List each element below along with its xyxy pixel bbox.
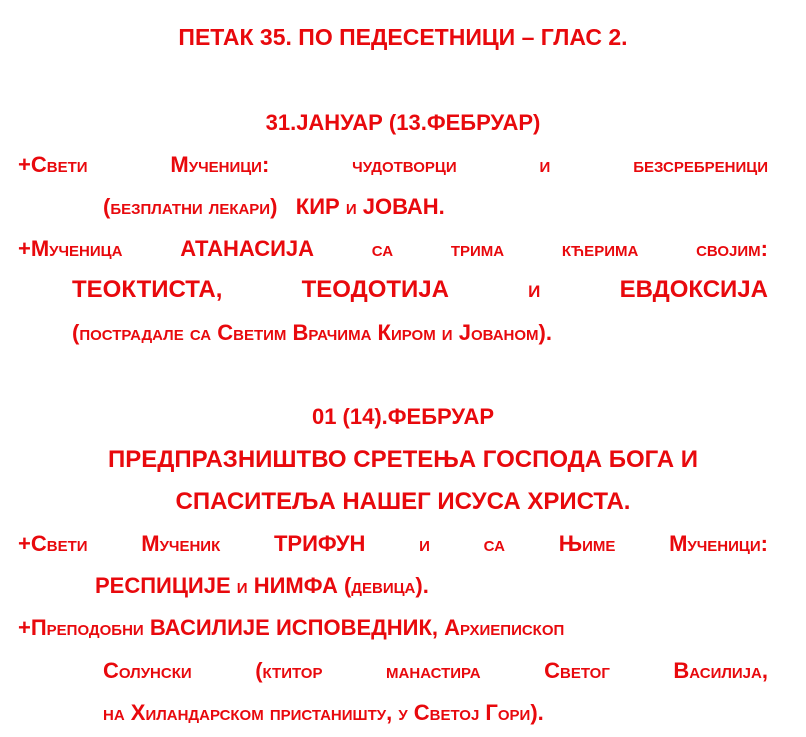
word: Мученица <box>30 236 123 261</box>
date-text: ФЕБРУАР <box>387 404 495 429</box>
saint-name: ВАСИЛИЈЕ <box>149 615 270 640</box>
s2-entry1-line1 <box>18 531 768 557</box>
s1e2-first <box>18 236 122 262</box>
note: (девица). <box>343 573 429 598</box>
section2-date <box>0 404 806 430</box>
word: Василија, <box>673 658 768 683</box>
word: са <box>371 236 394 261</box>
saint-name: ЕВДОКСИЈА <box>619 276 768 303</box>
word: Преподобни <box>30 615 144 640</box>
saint-name: НИМФА <box>253 573 338 598</box>
word: са <box>483 531 505 556</box>
date-text: ЈАНУАР (13. <box>296 110 427 135</box>
word: кћерима <box>561 236 639 261</box>
feast-text: ПРЕДПРАЗНИШТВО СРЕТЕЊА ГОСПОДА БОГА И <box>107 446 699 473</box>
word: Мученик <box>141 531 221 556</box>
word: безсребреници <box>633 152 768 177</box>
plus-sign: + <box>18 236 31 261</box>
conjunction: и <box>419 531 430 556</box>
note: (безплатни лекари) <box>103 194 278 219</box>
feast-line-2 <box>0 488 806 516</box>
s2-entry2-line2 <box>103 658 768 684</box>
date-text-2: ФЕБРУАР) <box>426 110 541 135</box>
note: на Хиландарском пристаништу, у Светој Гори). <box>103 700 544 725</box>
s1-entry1-line2 <box>103 194 806 220</box>
saint-name: ЈОВАН. <box>362 194 445 219</box>
s1-entry2-line2 <box>72 276 768 304</box>
plus-sign: + <box>18 531 31 556</box>
s1e1-first <box>18 152 88 178</box>
saint-name: ИСПОВЕДНИК, <box>275 615 439 640</box>
date-number: 31. <box>265 110 297 135</box>
word: чудотворци <box>352 152 457 177</box>
conjunction: и <box>345 194 357 219</box>
date-number: 01 (14). <box>311 404 388 429</box>
word: Њиме <box>558 531 616 556</box>
word: Свети <box>30 152 88 177</box>
s2-entry2-line3 <box>103 700 806 726</box>
plus-sign: + <box>18 152 31 177</box>
word: манастира <box>386 658 481 683</box>
saint-name: РЕСПИЦИЈЕ <box>95 573 231 598</box>
conjunction: и <box>236 573 248 598</box>
word: својим: <box>696 236 768 261</box>
note: (пострадале са Светим Врачима Киром и Јованом). <box>72 320 552 345</box>
section1-date <box>0 110 806 136</box>
saint-name: АТАНАСИЈА <box>180 236 315 261</box>
word: трима <box>450 236 505 261</box>
feast-line-1 <box>0 446 806 474</box>
s1-entry2-line1 <box>18 236 768 262</box>
page-title <box>0 24 806 51</box>
word: Мученици: <box>170 152 270 177</box>
title-text: ПЕТАК 35. ПО ПЕДЕСЕТНИЦИ – ГЛАС 2. <box>178 24 628 50</box>
saint-name: ТРИФУН <box>273 531 366 556</box>
s2e1-first <box>18 531 88 557</box>
word: Свети <box>30 531 88 556</box>
s2-entry2-line1 <box>18 615 806 641</box>
saint-name: ТЕОКТИСТА, <box>72 276 223 303</box>
word: Светог <box>544 658 610 683</box>
word: Мученици: <box>669 531 768 556</box>
s1-entry2-line3 <box>72 320 806 346</box>
word: (ктитор <box>255 658 323 683</box>
feast-text: СПАСИТЕЉА НАШЕГ ИСУСА ХРИСТА. <box>175 488 631 515</box>
saint-name: КИР <box>295 194 340 219</box>
word: и <box>539 152 551 177</box>
plus-sign: + <box>18 615 31 640</box>
saint-name: ТЕОДОТИЈА <box>301 276 449 303</box>
s1-entry1-line1 <box>18 152 768 178</box>
conjunction: и <box>528 276 541 303</box>
s2-entry1-line2 <box>95 573 806 599</box>
word: Солунски <box>103 658 192 683</box>
word: Архиепископ <box>444 615 565 640</box>
